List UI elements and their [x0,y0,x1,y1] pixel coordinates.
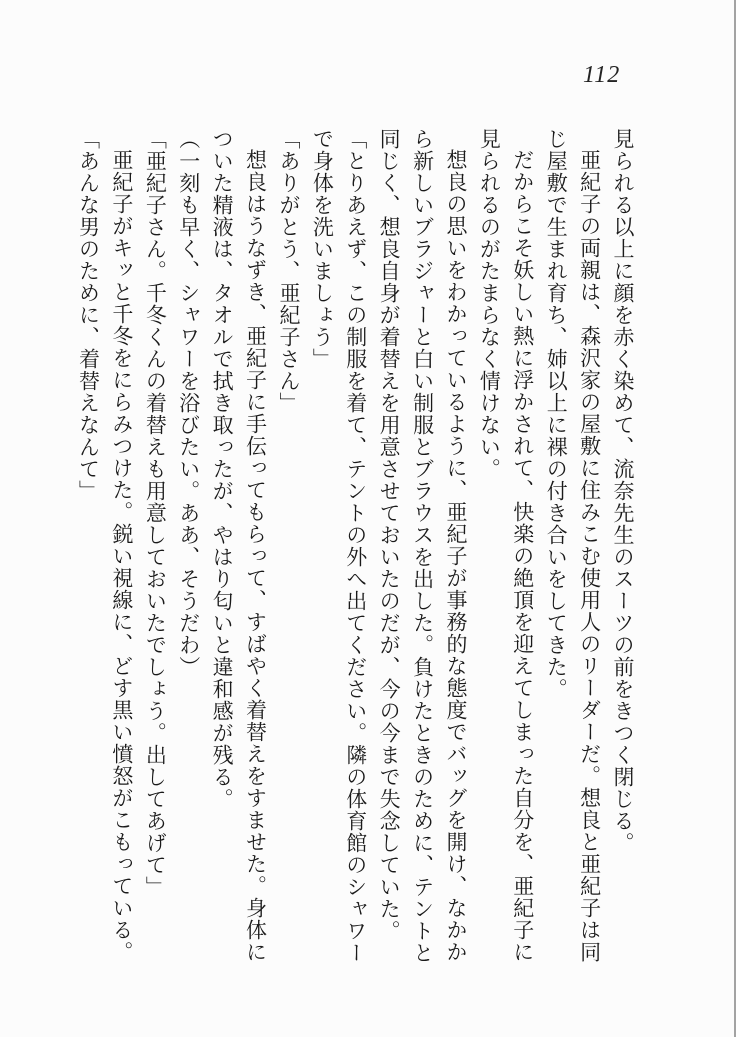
paragraph: 見られる以上に顔を赤く染めて、流奈先生のスーツの前をきつく閉じる。 [611,128,635,854]
paragraph: 「とりあえず、この制服を着て、テントの外へ出てください。隣の体育館のシャワーで身体を洗いましょう」 [310,128,368,964]
paragraph: （一刻も早く、シャワーを浴びたい。ああ、そうだわ） [176,128,201,678]
paragraph: 亜紀子がキッと千冬をにらみつけた。鋭い視線に、どす黒い憤怒がこもっている。 [109,149,134,963]
paragraph: 「亜紀子さん。千冬くんの着替えも用意しておいたでしょう。出してあげて」 [143,128,168,898]
paragraph: 「あんな男のために、着替えなんて」 [76,128,101,502]
paragraph: 想良はうなずき、亜紀子に手伝ってもらって、すばやく着替えをすませた。身体についた精液は、タオルで拭き取ったが、やはり匂いと違和感が残る。 [210,128,268,963]
paragraph: 想良の思いをわかっているように、亜紀子が事務的な態度でバッグを開け、なかから新しいブラジャーと白い制服とブラウスを出した。負けたときのために、テントと同じく、想良自身が着替えを用意させておいたのだが、今の今まで失念していた。 [377,128,468,964]
page-text [71,128,639,964]
paragraph: 亜紀子の両親は、森沢家の屋敷に住みこむ使用人のリーダーだ。想良と亜紀子は同じ屋敷で生まれ育ち、姉以上に裸の付き合いをしてきた。 [544,128,602,963]
paragraph: 「ありがとう、亜紀子さん」 [276,128,301,414]
paragraph: だからこそ妖しい熱に浮かされて、快楽の絶頂を迎えてしまった自分を、亜紀子に見られるのがたまらなく情けない。 [477,128,535,963]
page-number: 112 [583,62,621,88]
